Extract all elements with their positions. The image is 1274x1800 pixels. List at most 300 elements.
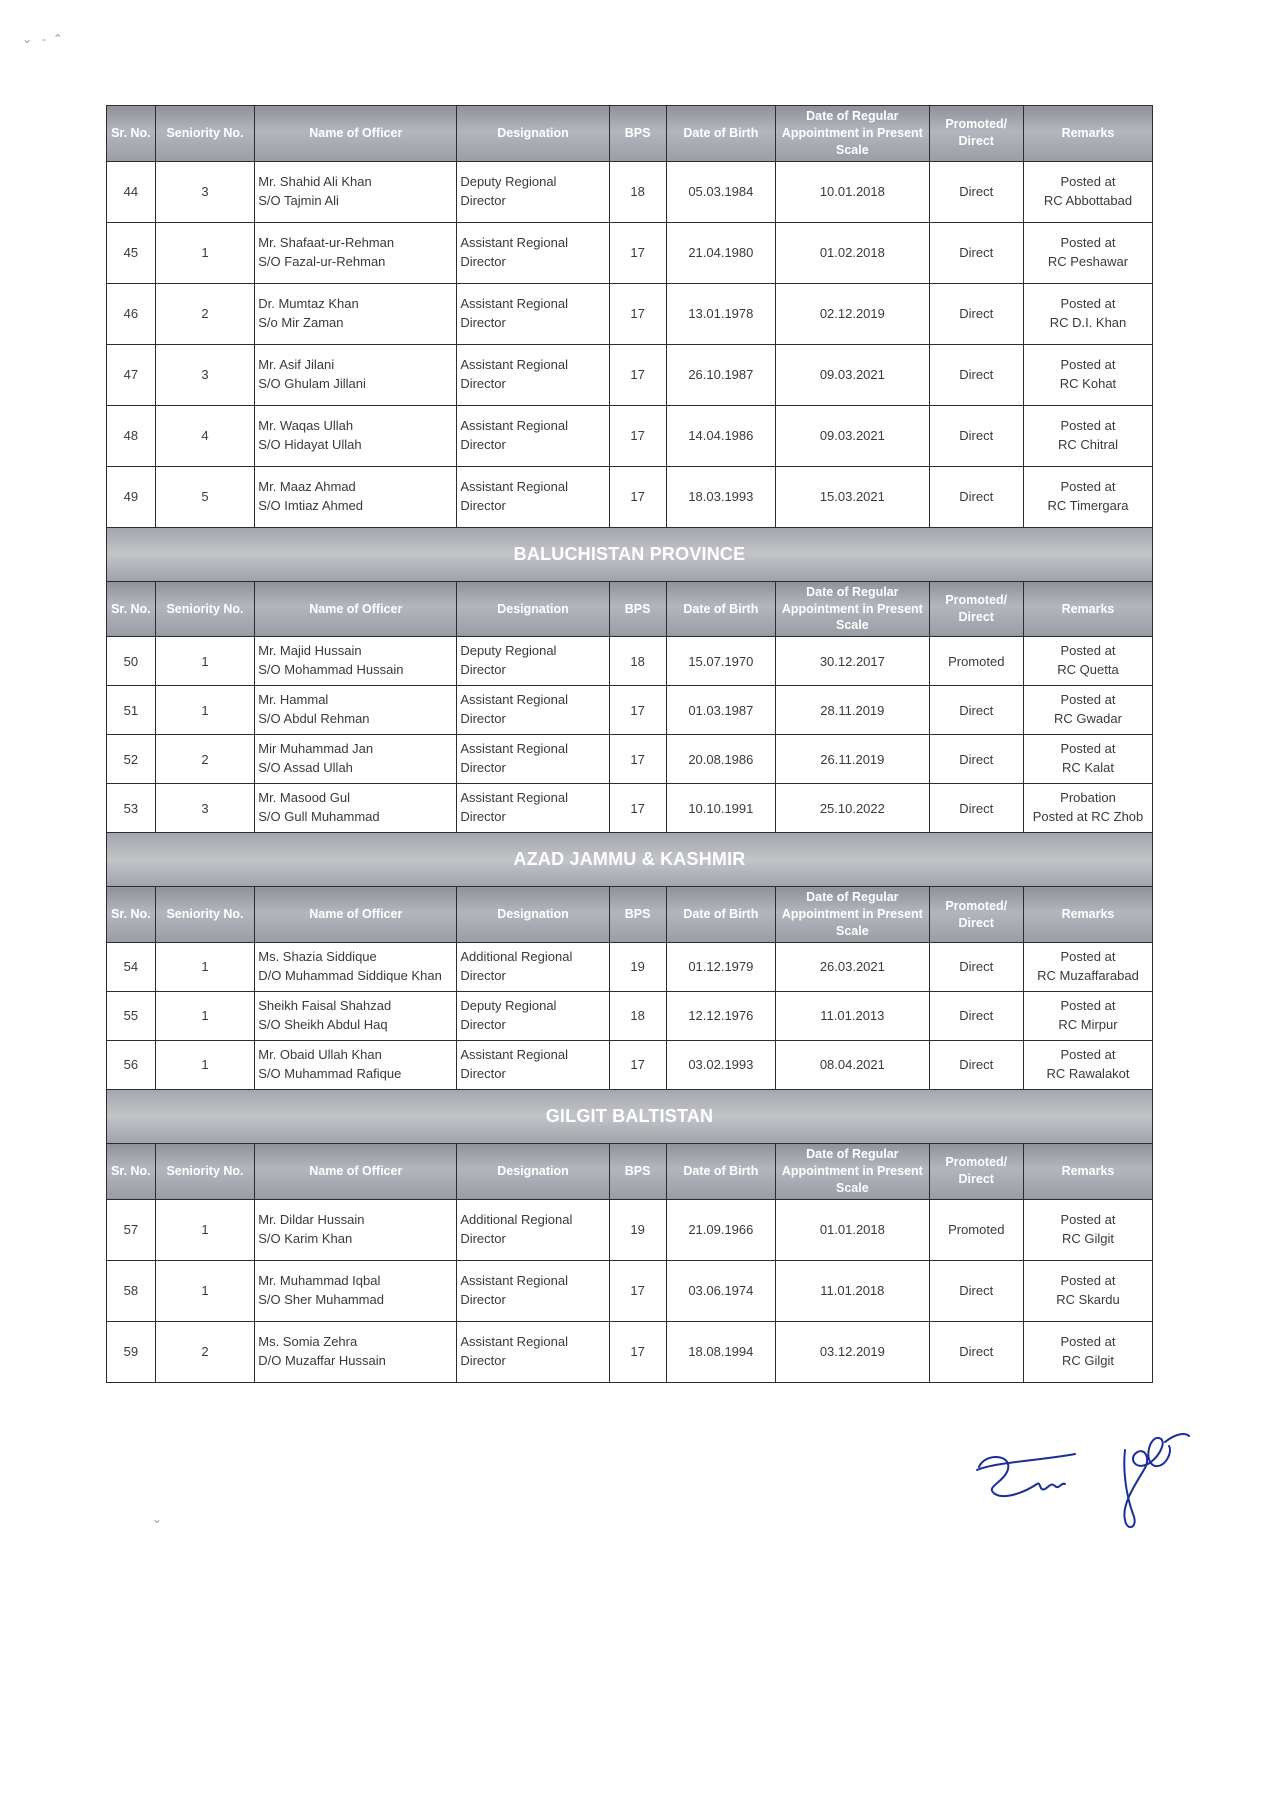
header-bps: BPS	[609, 887, 666, 943]
remarks-line-1: Posted at	[1060, 295, 1116, 311]
cell-bps: 18	[609, 637, 666, 686]
designation-line-2: Director	[460, 192, 506, 208]
cell-name-of-officer	[255, 784, 457, 833]
header-sr-no: Sr. No.	[107, 581, 156, 637]
table-header-row	[107, 581, 1153, 637]
header-date-of-regular-appointment: Date of Regular Appointment in Present Scale	[776, 1143, 929, 1199]
section-title: GILGIT BALTISTAN	[107, 1089, 1153, 1143]
header-sr-no: Sr. No.	[107, 1143, 156, 1199]
cell-seniority-no: 1	[155, 1040, 255, 1089]
remarks-line-2: RC Chitral	[1058, 436, 1118, 452]
seniority-table	[106, 105, 1153, 1383]
officer-name: Mr. Asif Jilani	[258, 356, 335, 372]
cell-date-of-birth: 26.10.1987	[666, 344, 776, 405]
remarks-line-2: RC Mirpur	[1058, 1016, 1118, 1032]
header-name-of-officer: Name of Officer	[255, 581, 457, 637]
cell-sr-no: 44	[107, 161, 156, 222]
remarks-line-2: RC Gilgit	[1061, 1352, 1114, 1368]
remarks-line-1: Posted at	[1060, 998, 1116, 1014]
cell-date-of-birth: 21.04.1980	[666, 222, 776, 283]
cell-appointment-date: 26.11.2019	[776, 735, 929, 784]
cell-designation	[457, 991, 609, 1040]
designation-line-1: Deputy Regional	[460, 998, 557, 1014]
signature-two	[1124, 1438, 1170, 1527]
header-seniority-no: Seniority No.	[155, 887, 255, 943]
cell-name-of-officer	[255, 1260, 457, 1321]
section-title-row	[107, 1089, 1153, 1143]
officer-name: Mr. Hammal	[258, 692, 329, 708]
cell-date-of-birth: 20.08.1986	[666, 735, 776, 784]
cell-name-of-officer	[255, 283, 457, 344]
officer-name: Ms. Somia Zehra	[258, 1333, 358, 1349]
cell-remarks	[1023, 405, 1152, 466]
cell-appointment-date: 08.04.2021	[776, 1040, 929, 1089]
cell-bps: 17	[609, 1260, 666, 1321]
designation-line-2: Director	[460, 662, 506, 678]
cell-appointment-date: 01.02.2018	[776, 222, 929, 283]
header-promoted-direct: Promoted/ Direct	[929, 581, 1023, 637]
cell-remarks	[1023, 344, 1152, 405]
officer-name: Mr. Dildar Hussain	[258, 1211, 365, 1227]
cell-date-of-birth: 03.02.1993	[666, 1040, 776, 1089]
cell-promoted-direct: Direct	[929, 405, 1023, 466]
officer-name: Ms. Shazia Siddique	[258, 949, 377, 965]
cell-promoted-direct: Direct	[929, 283, 1023, 344]
remarks-line-1: Posted at	[1060, 1272, 1116, 1288]
cell-promoted-direct: Direct	[929, 1260, 1023, 1321]
cell-name-of-officer	[255, 637, 457, 686]
header-designation: Designation	[457, 887, 609, 943]
remarks-line-2: RC Abbottabad	[1043, 192, 1133, 208]
officer-parentage: S/O Sher Muhammad	[258, 1291, 384, 1307]
header-date-of-birth: Date of Birth	[666, 106, 776, 162]
cell-seniority-no: 1	[155, 686, 255, 735]
remarks-line-2: RC Timergara	[1047, 497, 1129, 513]
cell-name-of-officer	[255, 735, 457, 784]
cell-bps: 17	[609, 344, 666, 405]
cell-designation	[457, 466, 609, 527]
cell-bps: 19	[609, 1199, 666, 1260]
section-title-row	[107, 833, 1153, 887]
cell-appointment-date: 01.01.2018	[776, 1199, 929, 1260]
cell-seniority-no: 2	[155, 1321, 255, 1382]
cell-date-of-birth: 18.08.1994	[666, 1321, 776, 1382]
cell-date-of-birth: 03.06.1974	[666, 1260, 776, 1321]
cell-appointment-date: 11.01.2013	[776, 991, 929, 1040]
designation-line-2: Director	[460, 1065, 506, 1081]
designation-line-2: Director	[460, 375, 506, 391]
cell-sr-no: 56	[107, 1040, 156, 1089]
designation-line-2: Director	[460, 436, 506, 452]
officer-parentage: S/O Assad Ullah	[258, 760, 353, 776]
table-header-row	[107, 106, 1153, 162]
cell-promoted-direct: Direct	[929, 222, 1023, 283]
cell-name-of-officer	[255, 466, 457, 527]
remarks-line-2: RC Skardu	[1056, 1291, 1120, 1307]
cell-designation	[457, 1040, 609, 1089]
table-row	[107, 1260, 1153, 1321]
remarks-line-1: Posted at	[1060, 356, 1116, 372]
cell-appointment-date: 26.03.2021	[776, 942, 929, 991]
cell-designation	[457, 784, 609, 833]
cell-remarks	[1023, 735, 1152, 784]
remarks-line-2: RC Kohat	[1059, 375, 1117, 391]
cell-bps: 18	[609, 991, 666, 1040]
cell-remarks	[1023, 161, 1152, 222]
cell-date-of-birth: 10.10.1991	[666, 784, 776, 833]
cell-appointment-date: 09.03.2021	[776, 405, 929, 466]
cell-seniority-no: 2	[155, 283, 255, 344]
cell-name-of-officer	[255, 1199, 457, 1260]
cell-seniority-no: 1	[155, 1199, 255, 1260]
cell-name-of-officer	[255, 942, 457, 991]
cell-designation	[457, 637, 609, 686]
cell-remarks	[1023, 991, 1152, 1040]
cell-bps: 19	[609, 942, 666, 991]
seniority-table-body	[107, 106, 1153, 1383]
officer-parentage: S/O Gull Muhammad	[258, 809, 380, 825]
officer-name: Mr. Shafaat-ur-Rehman	[258, 234, 395, 250]
cell-seniority-no: 1	[155, 1260, 255, 1321]
cell-bps: 17	[609, 686, 666, 735]
remarks-line-1: Probation	[1060, 790, 1116, 806]
cell-sr-no: 55	[107, 991, 156, 1040]
section-title: AZAD JAMMU & KASHMIR	[107, 833, 1153, 887]
cell-remarks	[1023, 222, 1152, 283]
scan-speck-mark: ⌄	[152, 1512, 163, 1526]
section-title-row	[107, 527, 1153, 581]
designation-line-2: Director	[460, 314, 506, 330]
cell-designation	[457, 405, 609, 466]
signature-two-tail	[1165, 1434, 1189, 1442]
header-date-of-regular-appointment: Date of Regular Appointment in Present Scale	[776, 887, 929, 943]
officer-parentage: S/O Karim Khan	[258, 1230, 353, 1246]
cell-bps: 17	[609, 1040, 666, 1089]
cell-date-of-birth: 12.12.1976	[666, 991, 776, 1040]
table-row	[107, 686, 1153, 735]
cell-bps: 17	[609, 405, 666, 466]
table-row	[107, 405, 1153, 466]
header-bps: BPS	[609, 106, 666, 162]
handwritten-signatures	[975, 1432, 1195, 1542]
remarks-line-2: RC Muzaffarabad	[1037, 967, 1139, 983]
cell-name-of-officer	[255, 991, 457, 1040]
cell-bps: 17	[609, 735, 666, 784]
cell-name-of-officer	[255, 405, 457, 466]
designation-line-1: Assistant Regional	[460, 741, 568, 757]
cell-designation	[457, 1321, 609, 1382]
remarks-line-1: Posted at	[1060, 478, 1116, 494]
table-row	[107, 1321, 1153, 1382]
cell-appointment-date: 10.01.2018	[776, 161, 929, 222]
table-row	[107, 1040, 1153, 1089]
header-sr-no: Sr. No.	[107, 106, 156, 162]
officer-name: Mir Muhammad Jan	[258, 741, 374, 757]
cell-name-of-officer	[255, 344, 457, 405]
officer-name: Mr. Muhammad Iqbal	[258, 1272, 381, 1288]
cell-sr-no: 49	[107, 466, 156, 527]
cell-name-of-officer	[255, 222, 457, 283]
cell-seniority-no: 1	[155, 942, 255, 991]
cell-sr-no: 59	[107, 1321, 156, 1382]
header-date-of-birth: Date of Birth	[666, 887, 776, 943]
header-designation: Designation	[457, 106, 609, 162]
remarks-line-2: RC Kalat	[1061, 760, 1114, 776]
cell-name-of-officer	[255, 1040, 457, 1089]
cell-name-of-officer	[255, 686, 457, 735]
table-row	[107, 784, 1153, 833]
cell-promoted-direct: Direct	[929, 686, 1023, 735]
table-row	[107, 735, 1153, 784]
header-date-of-regular-appointment: Date of Regular Appointment in Present Scale	[776, 106, 929, 162]
officer-parentage: S/O Imtiaz Ahmed	[258, 497, 364, 513]
cell-designation	[457, 735, 609, 784]
cell-seniority-no: 3	[155, 784, 255, 833]
cell-designation	[457, 222, 609, 283]
remarks-line-2: RC Gilgit	[1061, 1230, 1114, 1246]
cell-sr-no: 57	[107, 1199, 156, 1260]
seniority-list-page	[106, 105, 1153, 1383]
header-date-of-birth: Date of Birth	[666, 581, 776, 637]
table-row	[107, 344, 1153, 405]
officer-name: Mr. Obaid Ullah Khan	[258, 1047, 382, 1063]
officer-parentage: S/O Ghulam Jillani	[258, 375, 366, 391]
cell-sr-no: 51	[107, 686, 156, 735]
header-date-of-birth: Date of Birth	[666, 1143, 776, 1199]
officer-parentage: S/o Mir Zaman	[258, 314, 344, 330]
officer-parentage: S/O Muhammad Rafique	[258, 1065, 402, 1081]
cell-designation	[457, 942, 609, 991]
cell-seniority-no: 4	[155, 405, 255, 466]
remarks-line-2: RC Gwadar	[1054, 711, 1122, 727]
header-date-of-regular-appointment: Date of Regular Appointment in Present Scale	[776, 581, 929, 637]
cell-promoted-direct: Direct	[929, 466, 1023, 527]
designation-line-1: Additional Regional	[460, 949, 573, 965]
cell-date-of-birth: 14.04.1986	[666, 405, 776, 466]
cell-bps: 17	[609, 283, 666, 344]
cell-date-of-birth: 21.09.1966	[666, 1199, 776, 1260]
cell-seniority-no: 3	[155, 161, 255, 222]
officer-name: Mr. Shahid Ali Khan	[258, 173, 372, 189]
cell-remarks	[1023, 1321, 1152, 1382]
cell-appointment-date: 30.12.2017	[776, 637, 929, 686]
designation-line-2: Director	[460, 967, 506, 983]
cell-remarks	[1023, 637, 1152, 686]
cell-appointment-date: 02.12.2019	[776, 283, 929, 344]
officer-name: Mr. Masood Gul	[258, 790, 351, 806]
header-designation: Designation	[457, 581, 609, 637]
table-row	[107, 637, 1153, 686]
cell-date-of-birth: 18.03.1993	[666, 466, 776, 527]
remarks-line-2: RC D.I. Khan	[1049, 314, 1127, 330]
cell-sr-no: 54	[107, 942, 156, 991]
cell-bps: 17	[609, 1321, 666, 1382]
cell-promoted-direct: Direct	[929, 735, 1023, 784]
cell-sr-no: 52	[107, 735, 156, 784]
header-name-of-officer: Name of Officer	[255, 887, 457, 943]
officer-parentage: S/O Mohammad Hussain	[258, 662, 404, 678]
designation-line-1: Assistant Regional	[460, 478, 568, 494]
cell-promoted-direct: Direct	[929, 942, 1023, 991]
header-seniority-no: Seniority No.	[155, 1143, 255, 1199]
remarks-line-2: RC Rawalakot	[1046, 1065, 1130, 1081]
officer-name: Mr. Maaz Ahmad	[258, 478, 356, 494]
cell-seniority-no: 2	[155, 735, 255, 784]
cell-date-of-birth: 15.07.1970	[666, 637, 776, 686]
cell-designation	[457, 344, 609, 405]
designation-line-2: Director	[460, 1016, 506, 1032]
signature-one	[979, 1457, 1065, 1496]
cell-remarks	[1023, 466, 1152, 527]
section-title: BALUCHISTAN PROVINCE	[107, 527, 1153, 581]
cell-designation	[457, 1199, 609, 1260]
designation-line-1: Assistant Regional	[460, 417, 568, 433]
designation-line-2: Director	[460, 760, 506, 776]
cell-bps: 17	[609, 784, 666, 833]
remarks-line-1: Posted at	[1060, 1047, 1116, 1063]
designation-line-2: Director	[460, 1352, 506, 1368]
cell-promoted-direct: Direct	[929, 784, 1023, 833]
header-bps: BPS	[609, 1143, 666, 1199]
remarks-line-1: Posted at	[1060, 949, 1116, 965]
remarks-line-1: Posted at	[1060, 692, 1116, 708]
remarks-line-1: Posted at	[1060, 741, 1116, 757]
header-name-of-officer: Name of Officer	[255, 1143, 457, 1199]
cell-seniority-no: 1	[155, 637, 255, 686]
remarks-line-1: Posted at	[1060, 173, 1116, 189]
header-sr-no: Sr. No.	[107, 887, 156, 943]
header-seniority-no: Seniority No.	[155, 106, 255, 162]
cell-date-of-birth: 13.01.1978	[666, 283, 776, 344]
remarks-line-1: Posted at	[1060, 417, 1116, 433]
officer-parentage: S/O Sheikh Abdul Haq	[258, 1016, 388, 1032]
officer-parentage: S/O Fazal-ur-Rehman	[258, 253, 386, 269]
remarks-line-2: Posted at RC Zhob	[1032, 809, 1144, 825]
cell-designation	[457, 283, 609, 344]
header-bps: BPS	[609, 581, 666, 637]
designation-line-1: Deputy Regional	[460, 643, 557, 659]
remarks-line-1: Posted at	[1060, 1211, 1116, 1227]
cell-remarks	[1023, 283, 1152, 344]
header-promoted-direct: Promoted/ Direct	[929, 1143, 1023, 1199]
cell-remarks	[1023, 942, 1152, 991]
designation-line-1: Assistant Regional	[460, 295, 568, 311]
cell-promoted-direct: Promoted	[929, 1199, 1023, 1260]
header-promoted-direct: Promoted/ Direct	[929, 106, 1023, 162]
cell-sr-no: 45	[107, 222, 156, 283]
table-header-row	[107, 1143, 1153, 1199]
table-header-row	[107, 887, 1153, 943]
header-remarks: Remarks	[1023, 887, 1152, 943]
designation-line-1: Additional Regional	[460, 1211, 573, 1227]
header-remarks: Remarks	[1023, 1143, 1152, 1199]
designation-line-2: Director	[460, 711, 506, 727]
designation-line-1: Assistant Regional	[460, 1272, 568, 1288]
cell-promoted-direct: Direct	[929, 991, 1023, 1040]
cell-bps: 17	[609, 466, 666, 527]
header-remarks: Remarks	[1023, 106, 1152, 162]
designation-line-1: Deputy Regional	[460, 173, 557, 189]
designation-line-1: Assistant Regional	[460, 356, 568, 372]
header-name-of-officer: Name of Officer	[255, 106, 457, 162]
cell-appointment-date: 03.12.2019	[776, 1321, 929, 1382]
cell-sr-no: 50	[107, 637, 156, 686]
header-seniority-no: Seniority No.	[155, 581, 255, 637]
cell-promoted-direct: Direct	[929, 1040, 1023, 1089]
designation-line-2: Director	[460, 497, 506, 513]
table-row	[107, 942, 1153, 991]
officer-name: Mr. Waqas Ullah	[258, 417, 354, 433]
table-row	[107, 283, 1153, 344]
cell-bps: 17	[609, 222, 666, 283]
designation-line-2: Director	[460, 253, 506, 269]
header-remarks: Remarks	[1023, 581, 1152, 637]
cell-sr-no: 48	[107, 405, 156, 466]
cell-appointment-date: 09.03.2021	[776, 344, 929, 405]
designation-line-1: Assistant Regional	[460, 790, 568, 806]
cell-remarks	[1023, 686, 1152, 735]
cell-appointment-date: 11.01.2018	[776, 1260, 929, 1321]
cell-date-of-birth: 01.03.1987	[666, 686, 776, 735]
officer-parentage: S/O Abdul Rehman	[258, 711, 370, 727]
designation-line-1: Assistant Regional	[460, 692, 568, 708]
officer-parentage: S/O Hidayat Ullah	[258, 436, 362, 452]
cell-appointment-date: 15.03.2021	[776, 466, 929, 527]
designation-line-2: Director	[460, 809, 506, 825]
remarks-line-2: RC Quetta	[1057, 662, 1119, 678]
cell-bps: 18	[609, 161, 666, 222]
cell-sr-no: 53	[107, 784, 156, 833]
remarks-line-1: Posted at	[1060, 643, 1116, 659]
officer-parentage: D/O Muzaffar Hussain	[258, 1352, 386, 1368]
table-row	[107, 161, 1153, 222]
cell-appointment-date: 25.10.2022	[776, 784, 929, 833]
cell-name-of-officer	[255, 1321, 457, 1382]
cell-date-of-birth: 05.03.1984	[666, 161, 776, 222]
designation-line-2: Director	[460, 1291, 506, 1307]
designation-line-1: Assistant Regional	[460, 1047, 568, 1063]
cell-seniority-no: 5	[155, 466, 255, 527]
table-row	[107, 222, 1153, 283]
cell-date-of-birth: 01.12.1979	[666, 942, 776, 991]
cell-seniority-no: 3	[155, 344, 255, 405]
header-promoted-direct: Promoted/ Direct	[929, 887, 1023, 943]
table-row	[107, 1199, 1153, 1260]
cell-designation	[457, 686, 609, 735]
designation-line-2: Director	[460, 1230, 506, 1246]
officer-parentage: S/O Tajmin Ali	[258, 192, 339, 208]
remarks-line-2: RC Peshawar	[1047, 253, 1129, 269]
cell-designation	[457, 1260, 609, 1321]
cell-seniority-no: 1	[155, 991, 255, 1040]
cell-promoted-direct: Direct	[929, 161, 1023, 222]
cell-promoted-direct: Direct	[929, 344, 1023, 405]
cell-name-of-officer	[255, 161, 457, 222]
cell-sr-no: 58	[107, 1260, 156, 1321]
cell-remarks	[1023, 1040, 1152, 1089]
remarks-line-1: Posted at	[1060, 1333, 1116, 1349]
cell-remarks	[1023, 1260, 1152, 1321]
cell-sr-no: 46	[107, 283, 156, 344]
scan-speck-mark: ⌄ - ⌃	[22, 32, 63, 46]
cell-designation	[457, 161, 609, 222]
header-designation: Designation	[457, 1143, 609, 1199]
cell-promoted-direct: Direct	[929, 1321, 1023, 1382]
officer-name: Mr. Majid Hussain	[258, 643, 362, 659]
table-row	[107, 466, 1153, 527]
table-row	[107, 991, 1153, 1040]
officer-name: Sheikh Faisal Shahzad	[258, 998, 392, 1014]
